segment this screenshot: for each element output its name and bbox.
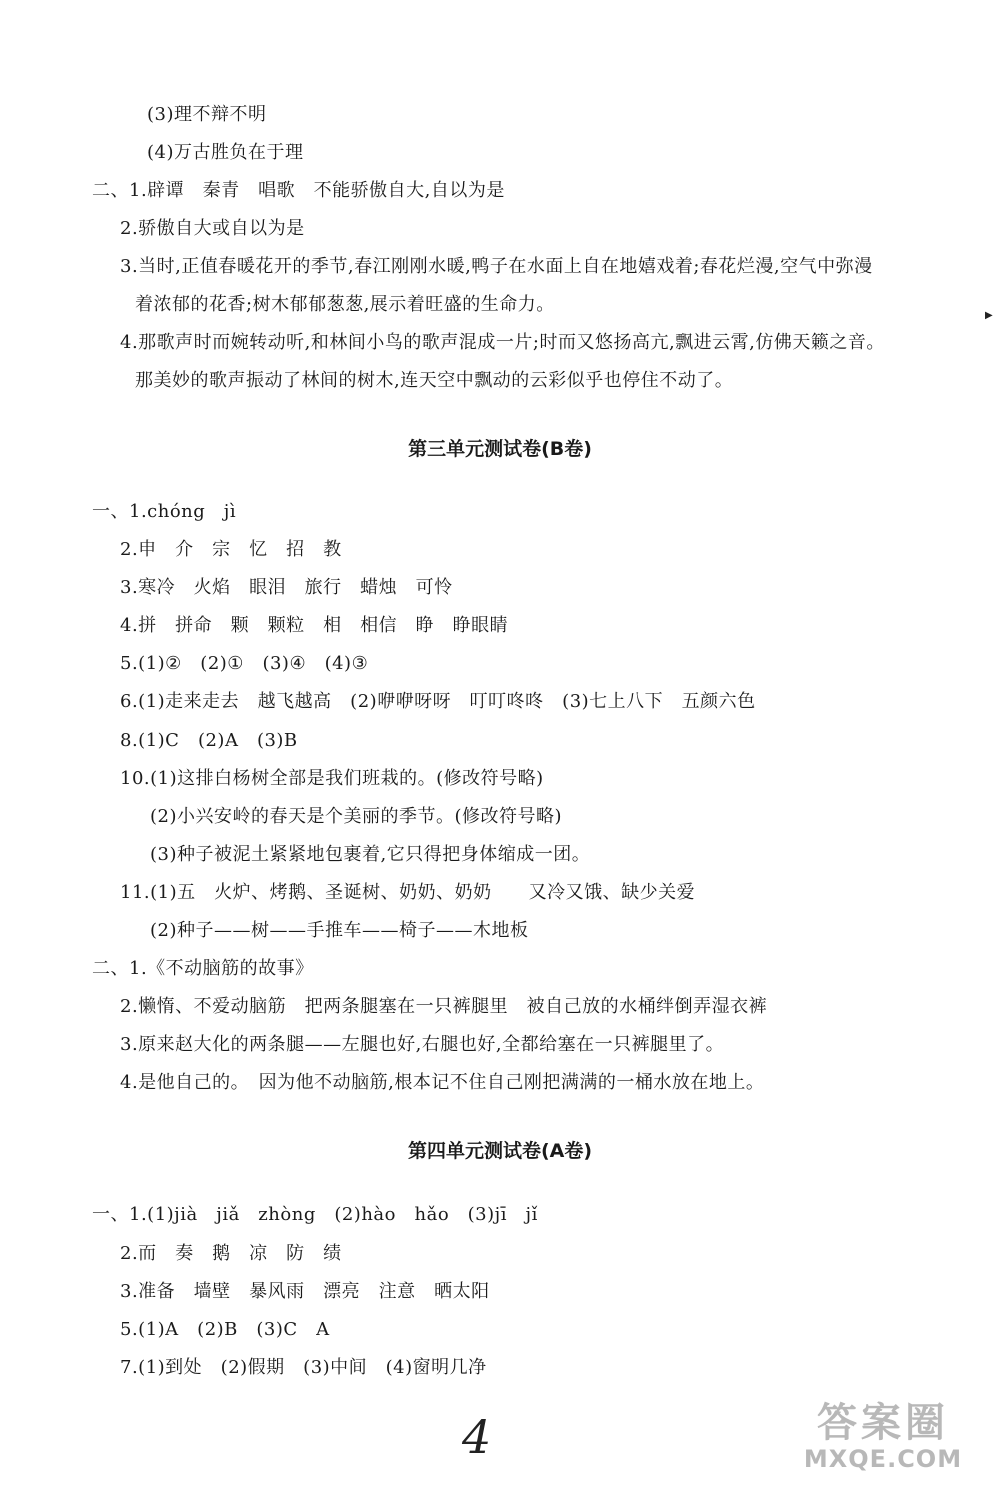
text-line: 5.(1)A (2)B (3)C A bbox=[120, 1319, 330, 1340]
text-line: 2.骄傲自大或自以为是 bbox=[120, 218, 305, 239]
text-line: 2.而 奏 鹅 凉 防 绩 bbox=[120, 1243, 342, 1264]
text-line: 3.准备 墙壁 暴风雨 漂亮 注意 晒太阳 bbox=[120, 1281, 490, 1302]
text-line: 那美妙的歌声振动了林间的树木,连天空中飘动的云彩似乎也停住不动了。 bbox=[135, 370, 734, 391]
text-line: 3.当时,正值春暖花开的季节,春江刚刚水暖,鸭子在水面上自在地嬉戏着;春花烂漫,空气中弥漫 bbox=[120, 256, 873, 277]
text-line: 4.是他自己的。 因为他不动脑筋,根本记不住自己刚把满满的一桶水放在地上。 bbox=[120, 1072, 765, 1093]
text-line: 3.原来赵大化的两条腿——左腿也好,右腿也好,全都给塞在一只裤腿里了。 bbox=[120, 1034, 725, 1055]
text-line: (2)种子——树——手推车——椅子——木地板 bbox=[150, 920, 529, 941]
text-line: 2.懒惰、不爱动脑筋 把两条腿塞在一只裤腿里 被自己放的水桶绊倒弄湿衣裤 bbox=[120, 996, 768, 1017]
text-line: 7.(1)到处 (2)假期 (3)中间 (4)窗明几净 bbox=[120, 1357, 487, 1378]
text-line: 2.申 介 宗 忆 招 教 bbox=[120, 539, 342, 560]
text-line: 一、1.chóng jì bbox=[92, 501, 237, 522]
text-line: 3.寒冷 火焰 眼泪 旅行 蜡烛 可怜 bbox=[120, 577, 453, 598]
text-line: 5.(1)② (2)① (3)④ (4)③ bbox=[120, 653, 369, 674]
text-line: 10.(1)这排白杨树全部是我们班栽的。(修改符号略) bbox=[120, 768, 544, 789]
text-line: 6.(1)走来走去 越飞越高 (2)咿咿呀呀 叮叮咚咚 (3)七上八下 五颜六色 bbox=[120, 691, 756, 712]
text-line: 4.拼 拼命 颗 颗粒 相 相信 睁 睁眼睛 bbox=[120, 615, 509, 636]
text-line: 11.(1)五 火炉、烤鹅、圣诞树、奶奶、奶奶 又冷又饿、缺少关爱 bbox=[120, 882, 696, 903]
text-line: 8.(1)C (2)A (3)B bbox=[120, 730, 298, 751]
text-line: (3)理不辩不明 bbox=[147, 104, 267, 125]
section-title-unit4-a: 第四单元测试卷(A卷) bbox=[407, 1140, 593, 1162]
text-line: 二、1.《不动脑筋的故事》 bbox=[92, 958, 314, 979]
text-line: 4.那歌声时而婉转动听,和林间小鸟的歌声混成一片;时而又悠扬高亢,飘进云霄,仿佛天籁之音。 bbox=[120, 332, 885, 353]
text-line: (2)小兴安岭的春天是个美丽的季节。(修改符号略) bbox=[150, 806, 563, 827]
margin-arrow-icon: ▶ bbox=[985, 310, 993, 321]
watermark-url: MXQE.COM bbox=[803, 1445, 963, 1473]
section-title-unit3-b: 第三单元测试卷(B卷) bbox=[408, 438, 592, 460]
text-line: 一、1.(1)jià jiǎ zhòng (2)hào hǎo (3)jī jǐ bbox=[92, 1204, 538, 1225]
page-number: 4 bbox=[462, 1410, 492, 1464]
text-line: (3)种子被泥土紧紧地包裹着,它只得把身体缩成一团。 bbox=[150, 844, 591, 865]
watermark-text: 答案圈 bbox=[817, 1400, 949, 1446]
text-line: 着浓郁的花香;树木郁郁葱葱,展示着旺盛的生命力。 bbox=[135, 294, 555, 315]
text-line: (4)万古胜负在于理 bbox=[147, 142, 304, 163]
watermark-logo bbox=[788, 1401, 978, 1479]
text-line: 二、1.辟谭 秦青 唱歌 不能骄傲自大,自以为是 bbox=[92, 180, 505, 201]
